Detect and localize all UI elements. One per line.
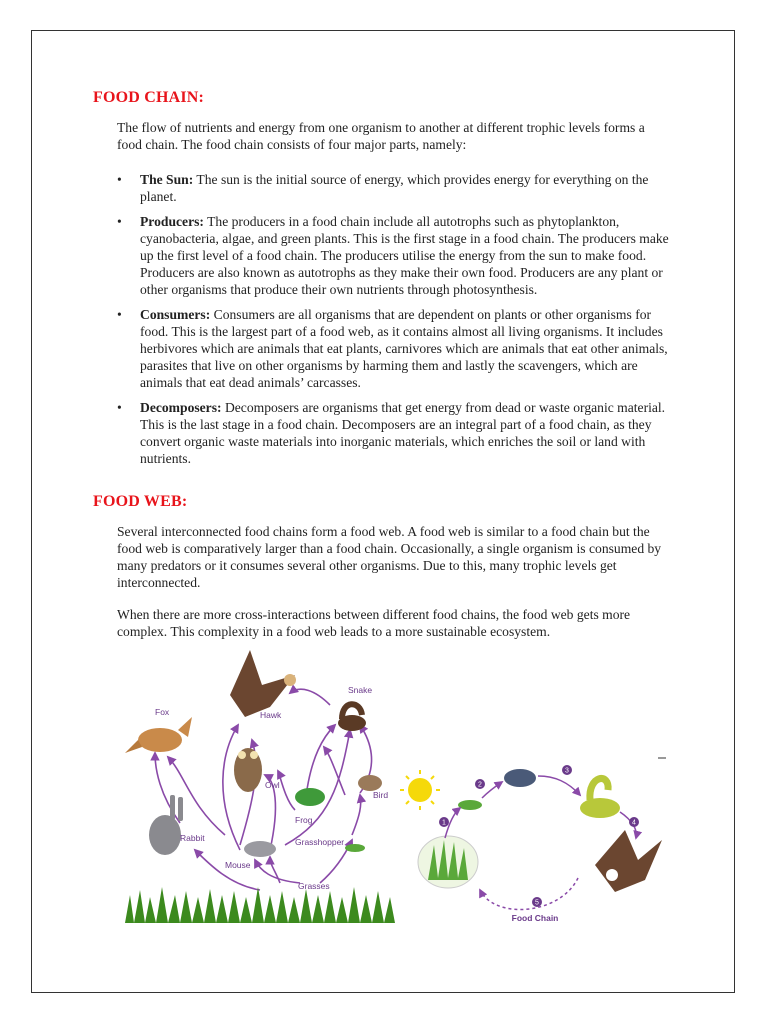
bullet-icon: • — [117, 400, 122, 415]
snake-icon — [338, 704, 366, 731]
snake-label: Snake — [348, 685, 373, 695]
snake-icon — [580, 779, 620, 818]
grasshopper-icon — [345, 844, 365, 852]
mouse-icon — [244, 841, 276, 857]
grasshopper-label: Grasshopper — [295, 837, 345, 847]
frog-label: Frog — [295, 815, 313, 825]
food-chain-intro: The flow of nutrients and energy from one organism to another at different trophic levels forms a food chain. The food chain consists of four major parts, namely: — [117, 120, 645, 152]
rabbit-icon — [149, 795, 183, 855]
part-term: Consumers: — [140, 307, 211, 322]
hawk-icon — [230, 650, 296, 717]
grasses-label: Grasses — [298, 881, 330, 891]
sun-icon — [400, 770, 440, 810]
step-3-label: 3 — [565, 767, 569, 775]
bullet-icon: • — [117, 172, 122, 187]
food-chain-diagram — [400, 750, 670, 930]
hawk-label: Hawk — [260, 710, 282, 720]
part-text: Consumers are all organisms that are dependent on plants or other organisms for food. This is the largest part of a food web, as it contains almost all living organisms. It includes herbivores which are animals that eat plants, carnivores which are animals that eat other animals, parasites that live on other organisms by harming them and lastly the scavengers, which are animals that eat dead animals’ carcasses. — [140, 307, 668, 390]
grass-icon — [125, 887, 395, 923]
fox-label: Fox — [155, 707, 170, 717]
part-text: The sun is the initial source of energy, which provides energy for everything on the planet. — [140, 172, 649, 204]
grass-producer-icon — [418, 836, 478, 888]
eagle-icon — [595, 830, 662, 892]
part-text: Decomposers are organisms that get energy from dead or waste organic material. This is the last stage in a food chain. Decomposers are an integral part of a food chain, as they convert organic waste materials into inorganic materials, which enriches the soil or land with nutrients. — [140, 400, 666, 466]
list-item — [117, 306, 673, 391]
bird-icon — [358, 775, 382, 791]
food-chain-heading: FOOD CHAIN: — [93, 89, 205, 106]
owl-icon — [234, 748, 262, 792]
step-5-label: 5 — [535, 899, 539, 907]
grasshopper-icon — [458, 800, 482, 810]
food-web-paragraph-2: When there are more cross-interactions between different food chains, the food web gets more complex. This complexity in a food web leads to a more sustainable ecosystem. — [117, 607, 631, 639]
food-web-heading: FOOD WEB: — [93, 493, 188, 510]
fox-icon — [125, 717, 192, 753]
list-item — [117, 213, 673, 298]
part-term: Decomposers: — [140, 400, 222, 415]
food-chain-parts-list — [117, 171, 673, 475]
bird-label: Bird — [373, 790, 389, 800]
owl-label: Owl — [265, 780, 280, 790]
frog-icon — [295, 788, 325, 806]
part-term: Producers: — [140, 214, 204, 229]
part-term: The Sun: — [140, 172, 194, 187]
food-web-paragraph-1: Several interconnected food chains form a food web. A food web is similar to a food chain but the food web is comparatively larger than a food chain. Occasionally, a single organism is consumed by many predators or it consumes several other organisms. Due to this, many trophic levels get interconnected. — [117, 524, 662, 590]
mouse-icon — [504, 769, 536, 787]
step-4-label: 4 — [632, 819, 636, 827]
chain-arrows — [445, 776, 636, 910]
bullet-icon: • — [117, 307, 122, 322]
rabbit-label: Rabbit — [180, 833, 205, 843]
food-chain-caption: Food Chain — [511, 913, 559, 923]
step-1-label: 1 — [442, 819, 446, 827]
list-item — [117, 171, 673, 205]
bullet-icon: • — [117, 214, 122, 229]
mouse-label: Mouse — [225, 860, 251, 870]
step-2-label: 2 — [478, 781, 482, 789]
list-item — [117, 399, 673, 467]
food-web-diagram — [120, 645, 400, 925]
part-text: The producers in a food chain include all autotrophs such as phytoplankton, cyanobacteria, algae, and green plants. This is the first stage in a food chain. The producers make up the first level of a food chain. The producers utilise the energy from the sun to make food. Producers are also known as autotrophs as they make their own food. Producers are any plant or other organisms that produce their own nutrients through photosynthesis. — [140, 214, 669, 297]
